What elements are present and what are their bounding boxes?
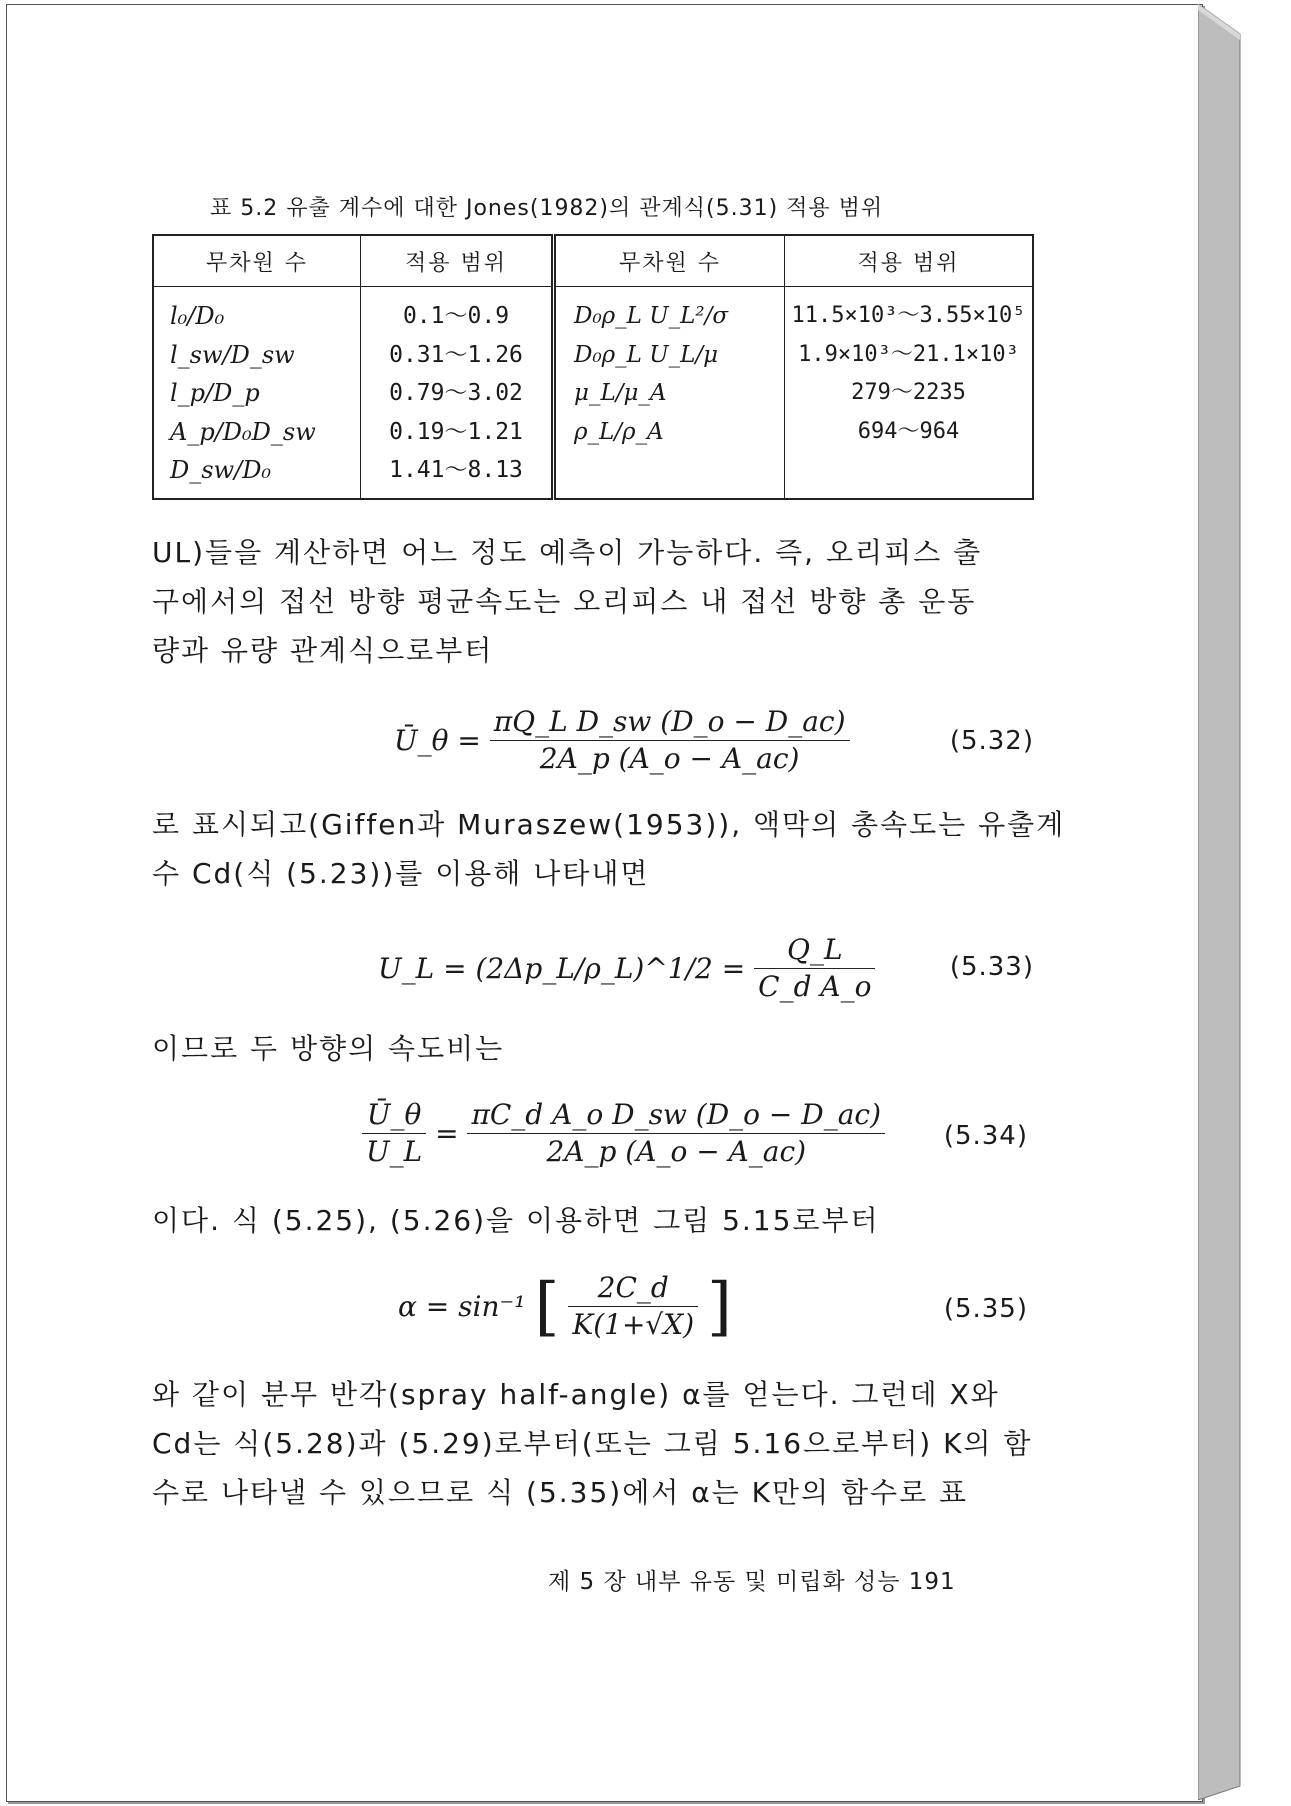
equation-denominator: 2A_p (A_o − A_ac) xyxy=(539,742,800,775)
equation-numerator: πQ_L D_sw (D_o − D_ac) xyxy=(490,704,850,741)
equation-numerator: Q_L xyxy=(754,932,875,969)
text-line: 이다. 식 (5.25), (5.26)을 이용하면 그림 5.15로부터 xyxy=(152,1204,880,1237)
equation-5-33 xyxy=(152,932,1034,1022)
text-line: 이므로 두 방향의 속도비는 xyxy=(152,1032,505,1065)
table-cell: 694～964 xyxy=(857,418,960,444)
table-cell: 1.41～8.13 xyxy=(389,457,523,483)
table-header: 무차원 수 xyxy=(554,235,785,287)
table-cell: ρ_L/ρ_A xyxy=(574,418,664,445)
book-spine xyxy=(1198,4,1250,1800)
equation-5-32 xyxy=(152,704,1034,794)
equation-numerator: 2C_d xyxy=(568,1270,698,1307)
text-line: Cd는 식(5.28)과 (5.29)로부터(또는 그림 5.16으로부터) K의 함 xyxy=(152,1427,1033,1460)
equation-number: (5.32) xyxy=(949,726,1034,756)
table-cell: 0.19～1.21 xyxy=(389,418,523,445)
equation-numerator: πC_d A_o D_sw (D_o − D_ac) xyxy=(467,1097,885,1134)
equation-lhs-denominator: U_L xyxy=(366,1135,423,1168)
left-variable-column xyxy=(153,287,361,499)
table-cell: 0.31～1.26 xyxy=(389,341,523,368)
text-line: 수로 나타낼 수 있으므로 식 (5.35)에서 α는 K만의 함수로 표 xyxy=(152,1476,969,1509)
equation-denominator: C_d A_o xyxy=(758,970,872,1003)
paragraph-5 xyxy=(152,1370,1034,1517)
table-cell: D₀ρ_L U_L²/σ xyxy=(574,303,729,329)
equation-5-34: $\frac{Ū\_\theta}{U\_L}$ = $\frac{\text{πC\_d A\_o D\_sw (D\_o − D\_ac)}}{2A\_p (A\_o - A\_ac)}$ (5.34) xyxy=(152,1097,1034,1187)
paragraph-1 xyxy=(152,528,1034,675)
equation-number: (5.33) xyxy=(949,952,1034,982)
table-cell: l_p/D_p xyxy=(170,379,260,407)
text-line: 와 같이 분무 반각(spray half-angle) α를 얻는다. 그런데 X와 xyxy=(152,1378,1000,1411)
equation-lhs: U_L = (2Δp_L/ρ_L)^1/2 = xyxy=(378,952,746,985)
table-cell: A_p/D₀D_sw xyxy=(170,417,316,446)
table-cell: 279～2235 xyxy=(851,380,966,405)
equation-5-35: α = sin⁻¹ [ $\frac{2C\_d}{K(1+√X)}$ ] (5.35) xyxy=(398,1269,1028,1344)
table-header: 적용 범위 xyxy=(361,235,554,287)
table-cell: μ_L/μ_A xyxy=(574,380,667,406)
equation-lhs: Ū_θ = xyxy=(394,724,481,757)
page-footer: 제 5 장 내부 유동 및 미립화 성능 191 xyxy=(548,1569,956,1595)
equation-denominator: K(1+√X) xyxy=(572,1308,695,1341)
paragraph-4 xyxy=(152,1196,1034,1245)
table-cell: D_sw/D₀ xyxy=(170,456,272,484)
table-caption: 표 5.2 유출 계수에 대한 Jones(1982)의 관계식(5.31) 적용 범위 xyxy=(210,196,884,221)
right-range-column xyxy=(785,287,1034,499)
table-cell: 0.1～0.9 xyxy=(402,303,510,329)
text-line: 량과 유량 관계식으로부터 xyxy=(152,634,494,667)
dimensionless-range-table xyxy=(152,234,1034,500)
table-cell: 1.9×10³～21.1×10³ xyxy=(798,341,1019,367)
table-header: 무차원 수 xyxy=(153,235,361,287)
table-cell: l₀/D₀ xyxy=(170,302,225,330)
equation-lhs: α = sin⁻¹ xyxy=(398,1290,526,1323)
table-body-row xyxy=(153,287,1033,499)
paragraph-3 xyxy=(152,1024,1034,1073)
equation-lhs-numerator: Ū_θ xyxy=(362,1097,426,1134)
equation-number: (5.35) xyxy=(943,1294,1028,1324)
text-line: 로 표시되고(Giffen과 Muraszew(1953)), 액막의 총속도는 유출계 xyxy=(152,808,1066,841)
text-line: 구에서의 접선 방향 평균속도는 오리피스 내 접선 방향 총 운동 xyxy=(152,585,977,618)
text-line: UL)들을 계산하면 어느 정도 예측이 가능하다. 즉, 오리피스 출 xyxy=(152,536,983,569)
right-variable-column xyxy=(554,287,785,499)
table-cell: 11.5×10³～3.55×10⁵ xyxy=(791,303,1026,328)
paragraph-2 xyxy=(152,800,1066,898)
table-cell: 0.79～3.02 xyxy=(389,380,523,406)
text-line: 수 Cd(식 (5.23))를 이용해 나타내면 xyxy=(152,857,650,890)
equation-number: (5.34) xyxy=(943,1121,1028,1151)
table-header-row xyxy=(153,235,1033,287)
left-range-column xyxy=(361,287,554,499)
table-cell: D₀ρ_L U_L/μ xyxy=(574,341,719,368)
table-cell: l_sw/D_sw xyxy=(170,340,295,369)
table-header: 적용 범위 xyxy=(785,235,1034,287)
equation-denominator: 2A_p (A_o − A_ac) xyxy=(546,1135,807,1168)
